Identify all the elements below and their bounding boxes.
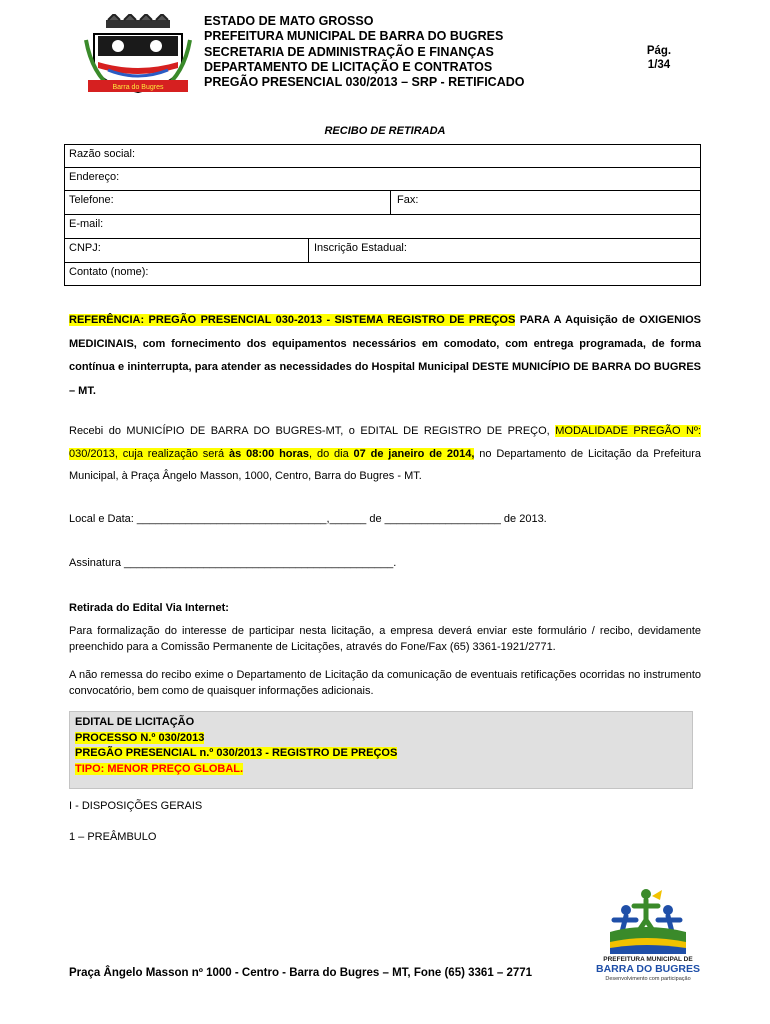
email-label: E-mail:	[69, 218, 104, 230]
edital-title: EDITAL DE LICITAÇÃO	[75, 716, 195, 728]
footer-address: Praça Ângelo Masson nº 1000 - Centro - Barra do Bugres – MT, Fone (65) 3361 – 2771	[69, 967, 533, 979]
razao-social-label: Razão social:	[69, 148, 136, 160]
prefeitura-logo	[596, 886, 700, 984]
telefone-label: Telefone:	[69, 194, 114, 206]
pregao-number: PREGÃO PRESENCIAL n.º 030/2013 - REGISTRO DE PREÇOS	[75, 747, 398, 759]
recebi-highlight-date: 07 de janeiro de 2014,	[353, 447, 475, 460]
contato-label: Contato (nome):	[69, 266, 149, 278]
recebi-text-2: no Departamento de Licitação da Prefeitura Municipal, à Praça Ângelo Masson, 1000, Centro, Barra do Bugres - MT.	[69, 447, 701, 482]
form-row-email[interactable]	[65, 215, 700, 239]
logo-line-1: PREFEITURA MUNICIPAL DE	[603, 956, 693, 963]
form-row-cnpj[interactable]	[65, 239, 700, 263]
logo-line-3: Desenvolvimento com participação	[605, 976, 691, 982]
local-data-line[interactable]: Local e Data: _______________________________,______ de ___________________ de 2013.	[69, 513, 547, 525]
header-secretaria: SECRETARIA DE ADMINISTRAÇÃO E FINANÇAS	[204, 44, 494, 59]
recebi-highlight-time: às 08:00 horas	[229, 447, 310, 460]
edital-info-box	[69, 711, 693, 789]
logo-line-2: BARRA DO BUGRES	[596, 963, 700, 975]
retirada-paragraph-2: A não remessa do recibo exime o Departamento de Licitação da comunicação de eventuais retificações ocorridas no instrumento convocatório, bem como de quaisquer informações adicionais.	[69, 669, 701, 697]
form-row-endereco[interactable]	[65, 168, 700, 191]
retirada-paragraph-1: Para formalização do interesse de participar nesta licitação, a empresa deverá enviar este formulário / recibo, devidamente preenchido para a Comissão Permanente de Licitações, através do Fone/Fax (65) 3361-1921/2771.	[69, 625, 701, 653]
header-state: ESTADO DE MATO GROSSO	[204, 14, 374, 28]
processo-number: PROCESSO N.º 030/2013	[75, 731, 205, 744]
referencia-highlight: REFERÊNCIA: PREGÃO PRESENCIAL 030-2013 - SISTEMA REGISTRO DE PREÇOS	[69, 314, 516, 326]
header-pregao: PREGÃO PRESENCIAL 030/2013 – SRP - RETIFICADO	[204, 75, 525, 90]
referencia-paragraph	[69, 309, 701, 403]
recibo-form	[64, 144, 701, 286]
section-disposicoes: I - DISPOSIÇÕES GERAIS	[69, 800, 203, 812]
endereco-label: Endereço:	[69, 171, 120, 183]
page-indicator	[636, 44, 682, 72]
section-preambulo: 1 – PREÂMBULO	[69, 831, 157, 843]
recebi-highlight-1: MODALIDADE PREGÃO Nº: 030/2013, cuja realização será	[69, 425, 701, 460]
recebi-paragraph	[69, 420, 701, 488]
page-number: 1/34	[647, 59, 671, 71]
recebi-text-1: Recebi do MUNICÍPIO DE BARRA DO BUGRES-MT, o EDITAL DE REGISTRO DE PREÇO,	[69, 425, 556, 437]
assinatura-line[interactable]: Assinatura ____________________________________________.	[69, 557, 397, 569]
municipal-crest	[84, 14, 192, 100]
page-label: Pág.	[646, 45, 672, 57]
recebi-highlight-2: , do dia	[309, 447, 354, 460]
header-text	[204, 14, 524, 90]
recibo-title: RECIBO DE RETIRADA	[324, 125, 446, 137]
fax-label: Fax:	[397, 194, 419, 206]
header-departamento: DEPARTAMENTO DE LICITAÇÃO E CONTRATOS	[204, 59, 493, 74]
divider	[390, 191, 391, 214]
referencia-text: PARA A Aquisição de OXIGENIOS MEDICINAIS, com fornecimento dos equipamentos necessários em comodato, com entrega programada, de forma contínua e ininterrupta, para atender as necessidades do Hospital Municipal DESTE MUNICÍPIO DE BARRA DO BUGRES – MT.	[69, 314, 702, 397]
inscricao-label: Inscrição Estadual:	[314, 242, 407, 254]
divider	[308, 239, 309, 262]
crest-ribbon-text: Barra do Bugres	[112, 84, 164, 91]
form-row-razao[interactable]	[65, 145, 700, 168]
cnpj-label: CNPJ:	[69, 242, 101, 254]
form-row-telefone[interactable]	[65, 191, 700, 215]
header-prefeitura: PREFEITURA MUNICIPAL DE BARRA DO BUGRES	[204, 29, 504, 44]
tipo-label: TIPO: MENOR PREÇO GLOBAL.	[75, 762, 244, 775]
form-row-contato[interactable]	[65, 263, 700, 286]
retirada-title: Retirada do Edital Via Internet:	[69, 602, 229, 614]
